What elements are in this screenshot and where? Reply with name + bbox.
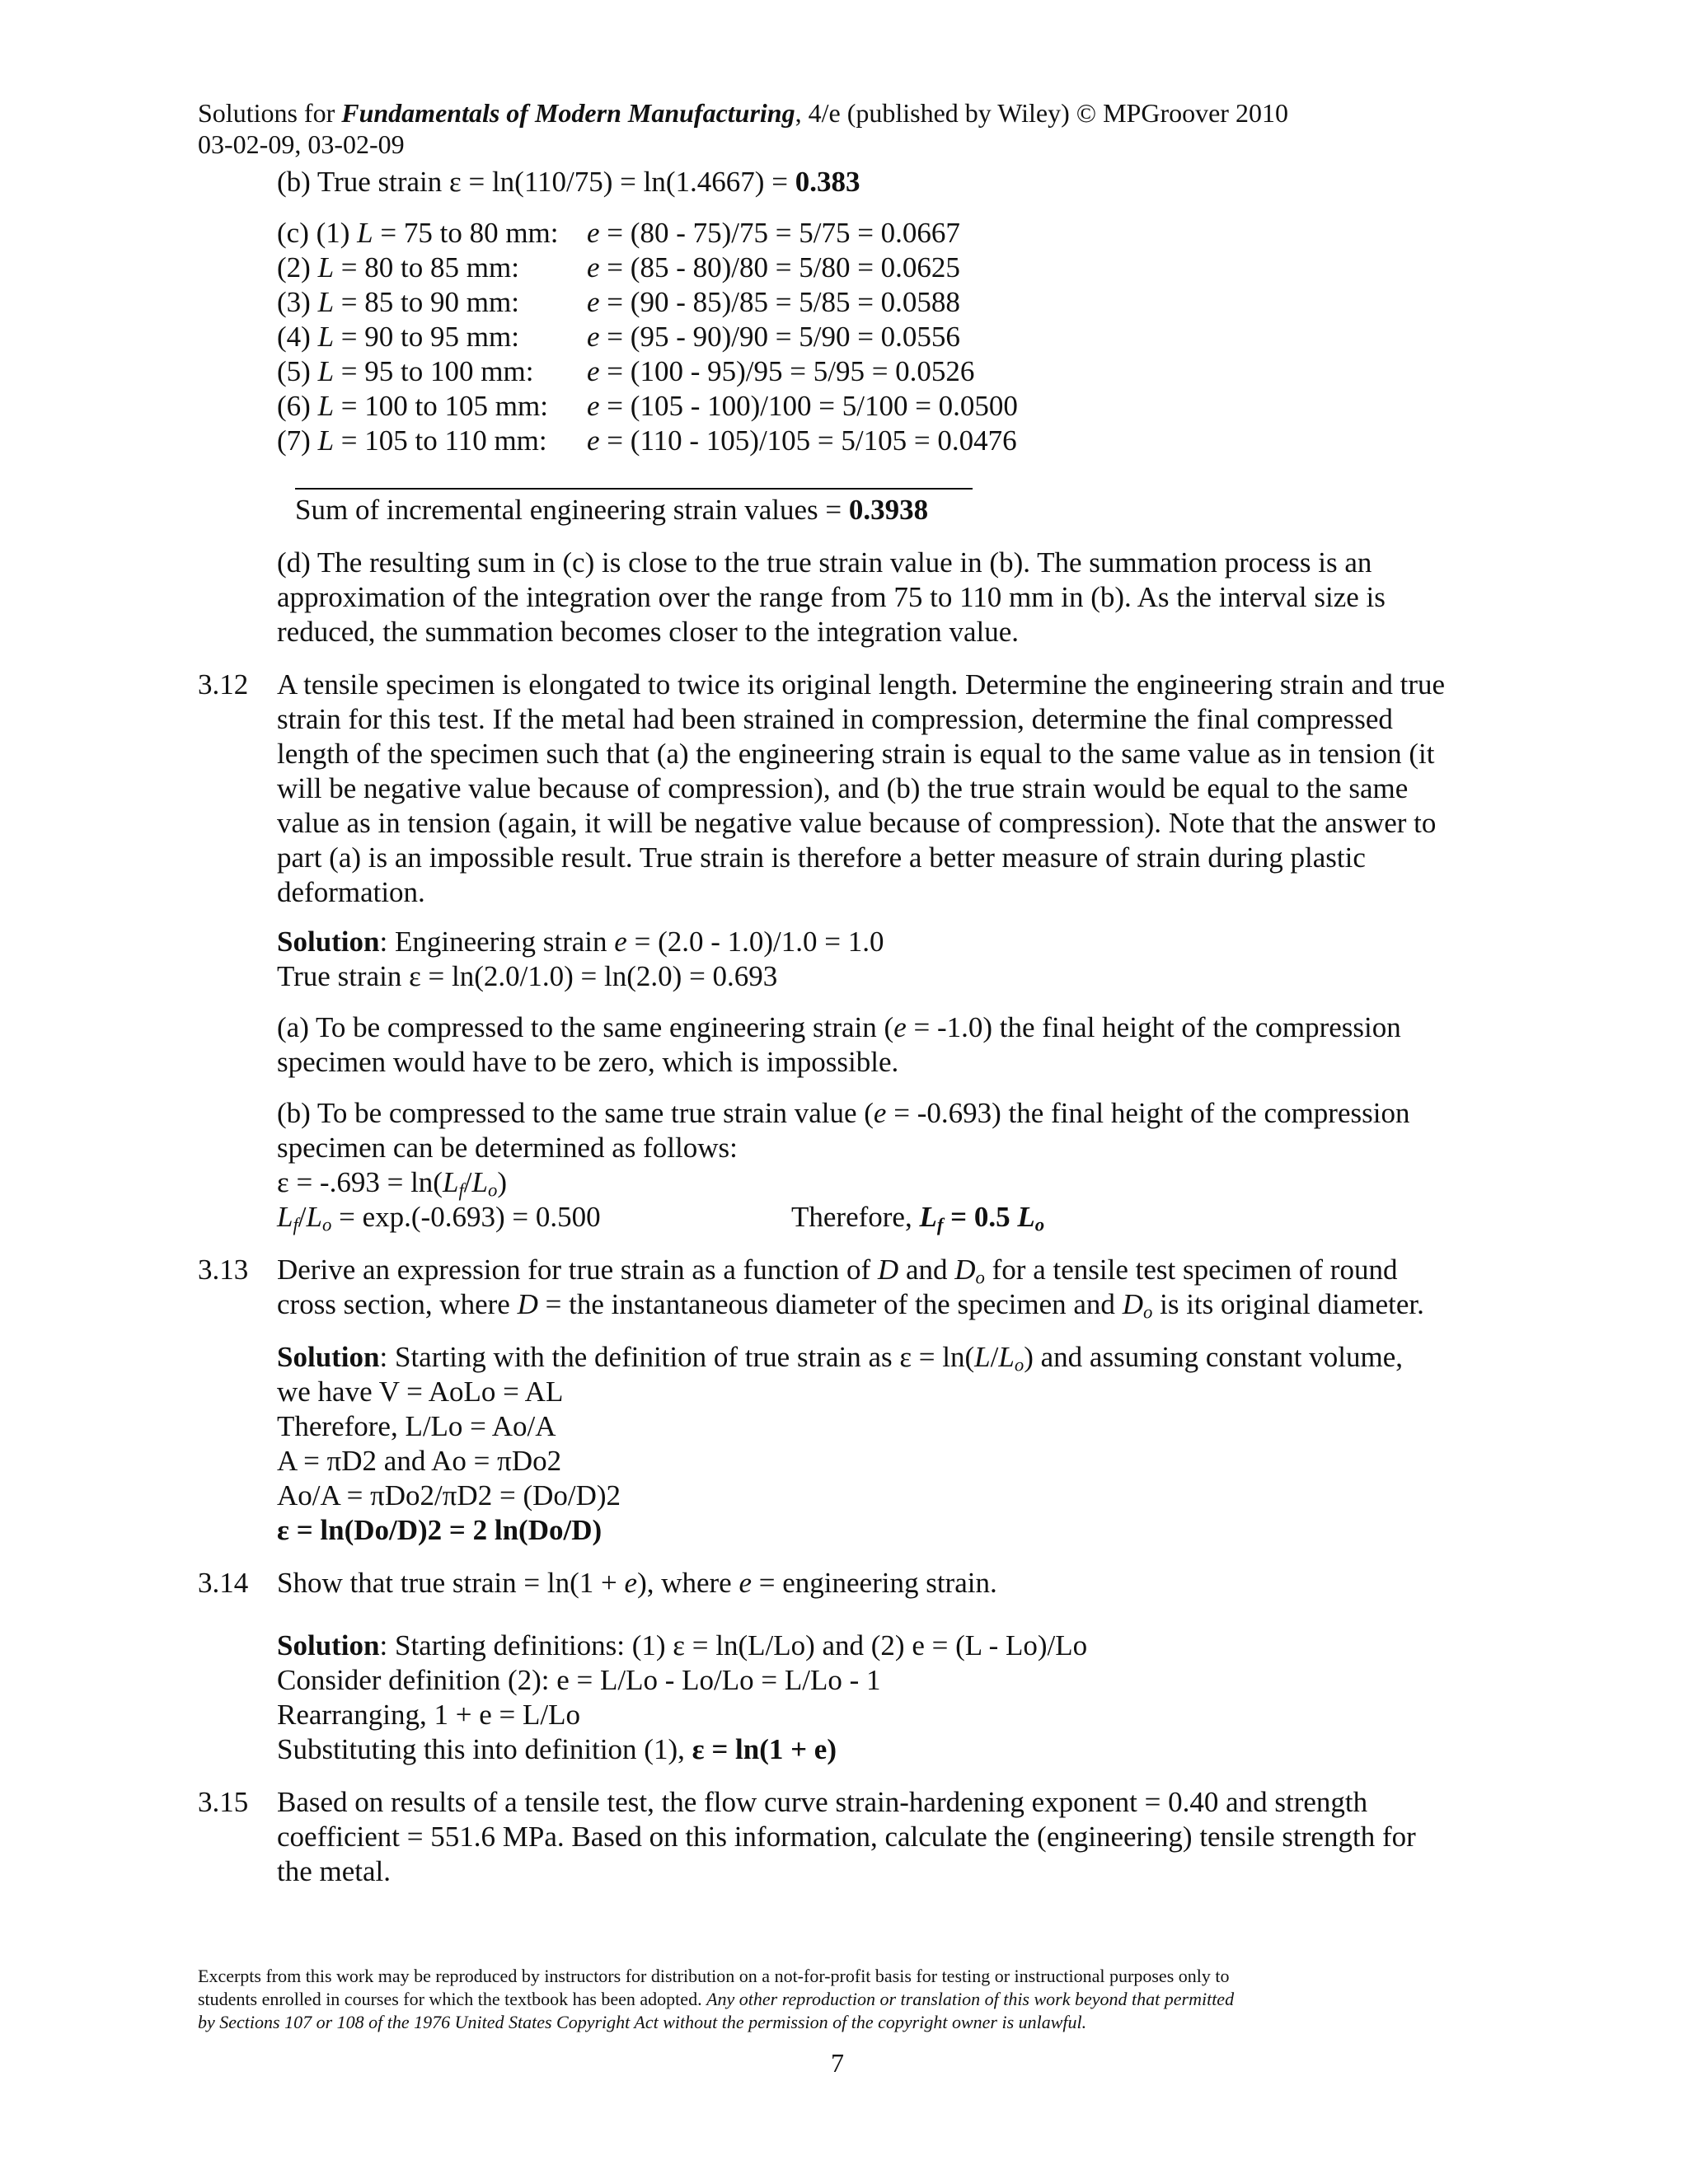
var-D: D bbox=[1122, 1288, 1143, 1320]
increment-e: e bbox=[587, 321, 600, 353]
increment-var: L bbox=[317, 355, 335, 387]
increment-var: L bbox=[317, 424, 335, 457]
increment-eq: = (105 - 100)/100 = 5/100 = 0.0500 bbox=[599, 390, 1018, 422]
sub-o: o bbox=[1034, 1214, 1045, 1235]
increment-label-a: (c) (1) bbox=[277, 217, 358, 249]
q312-line-6: part (a) is an impossible result. True strain is therefore a better measure of strain during plastic bbox=[277, 841, 1366, 874]
footer-line-2 bbox=[198, 1988, 1234, 2011]
sub-f: f bbox=[293, 1214, 298, 1235]
increment-label-a: (6) bbox=[277, 390, 318, 422]
increment-label bbox=[277, 424, 547, 458]
var-L: L bbox=[306, 1201, 322, 1233]
q312-line-2: strain for this test. If the metal had been strained in compression, determine the final compressed bbox=[277, 703, 1393, 735]
sub-o: o bbox=[487, 1179, 498, 1201]
s313-text: ) and assuming constant volume, bbox=[1024, 1341, 1404, 1373]
increment-var: L bbox=[357, 217, 373, 249]
solution-label: Solution bbox=[277, 1341, 380, 1373]
var-L: L bbox=[919, 1201, 937, 1233]
increment-label-b: = 85 to 90 mm: bbox=[334, 286, 519, 318]
s312-line-1 bbox=[277, 925, 884, 959]
q315-line-1: Based on results of a tensile test, the flow curve strain-hardening exponent = 0.40 and strength bbox=[277, 1786, 1368, 1818]
eq-text: Therefore, bbox=[791, 1201, 920, 1233]
problem-number-3-12: 3.12 bbox=[198, 668, 249, 701]
q313-text: for a tensile test specimen of round bbox=[984, 1254, 1398, 1286]
eq-text: = 0.5 bbox=[943, 1201, 1018, 1233]
s314-result: ε = ln(1 + e) bbox=[692, 1733, 837, 1765]
s312-b-line-2: specimen can be determined as follows: bbox=[277, 1132, 738, 1164]
sum-value: 0.3938 bbox=[848, 494, 929, 526]
s312-text: (a) To be compressed to the same engineering strain ( bbox=[277, 1011, 894, 1043]
page-number: 7 bbox=[831, 2048, 844, 2078]
s312-b-line-4 bbox=[277, 1200, 601, 1235]
increment-label bbox=[277, 320, 519, 354]
q312-line-1: A tensile specimen is elongated to twice its original length. Determine the engineering strain and true bbox=[277, 668, 1446, 701]
var-D: D bbox=[954, 1254, 976, 1286]
solution-label: Solution bbox=[277, 926, 380, 958]
s312-text: : Engineering strain bbox=[379, 926, 615, 958]
var-L: L bbox=[471, 1166, 488, 1198]
increment-equation bbox=[587, 320, 960, 354]
var-L: L bbox=[1017, 1201, 1035, 1233]
s312-a-line-1 bbox=[277, 1010, 1401, 1045]
q313-text: = the instantaneous diameter of the specimen and bbox=[537, 1288, 1123, 1320]
book-title: Fundamentals of Modern Manufacturing bbox=[341, 98, 795, 128]
increment-eq: = (90 - 85)/85 = 5/85 = 0.0588 bbox=[599, 286, 960, 318]
increment-label bbox=[277, 251, 519, 285]
increment-e: e bbox=[587, 286, 600, 318]
s312-text: = (2.0 - 1.0)/1.0 = 1.0 bbox=[626, 926, 884, 958]
footer-line-1: Excerpts from this work may be reproduced by instructors for distribution on a not-for-profit basis for testing or instructional purposes only to bbox=[198, 1966, 1230, 1986]
increment-label-b: = 105 to 110 mm: bbox=[334, 424, 547, 457]
sub-f: f bbox=[458, 1179, 464, 1201]
s314-text: : Starting definitions: (1) ε = ln(L/Lo) and (2) e = (L - Lo)/Lo bbox=[379, 1629, 1088, 1661]
footer-text: students enrolled in courses for which the textbook has been adopted. bbox=[198, 1989, 707, 2009]
header-line-1 bbox=[198, 97, 1288, 129]
s313-text: : Starting with the definition of true strain as ε = ln( bbox=[379, 1341, 975, 1373]
s313-line-6-result: ε = ln(Do/D)2 = 2 ln(Do/D) bbox=[277, 1514, 603, 1546]
s314-line-4 bbox=[277, 1732, 837, 1767]
increment-label bbox=[277, 354, 533, 389]
s314-line-1 bbox=[277, 1629, 1087, 1663]
part-d-line-1: (d) The resulting sum in (c) is close to the true strain value in (b). The summation process is an bbox=[277, 546, 1372, 579]
increment-var: L bbox=[317, 286, 335, 318]
var-e: e bbox=[614, 926, 627, 958]
increment-e: e bbox=[587, 251, 600, 284]
increment-label-b: = 80 to 85 mm: bbox=[334, 251, 519, 284]
footer-line-3: by Sections 107 or 108 of the 1976 United States Copyright Act without the permission of the copyright owner is unlawful. bbox=[198, 2012, 1087, 2032]
q314-text: ), where bbox=[637, 1567, 739, 1599]
s313-line-5: Ao/A = πDo2/πD2 = (Do/D)2 bbox=[277, 1479, 621, 1511]
var-L: L bbox=[277, 1201, 293, 1233]
increment-label bbox=[277, 285, 519, 320]
increment-label-a: (7) bbox=[277, 424, 318, 457]
problem-number-3-13: 3.13 bbox=[198, 1254, 249, 1286]
increment-label-b: = 75 to 80 mm: bbox=[373, 217, 559, 249]
footer-text-italic: Any other reproduction or translation of this work beyond that permitted bbox=[706, 1989, 1235, 2009]
problem-number-3-14: 3.14 bbox=[198, 1567, 249, 1599]
increment-equation bbox=[587, 251, 960, 285]
s313-line-1 bbox=[277, 1340, 1403, 1375]
q315-line-2: coefficient = 551.6 MPa. Based on this information, calculate the (engineering) tensile strength for bbox=[277, 1821, 1416, 1853]
q314-text: = engineering strain. bbox=[752, 1567, 997, 1599]
q312-line-7: deformation. bbox=[277, 876, 425, 908]
increment-eq: = (95 - 90)/90 = 5/90 = 0.0556 bbox=[599, 321, 960, 353]
var-e: e bbox=[873, 1097, 887, 1129]
increment-equation bbox=[587, 216, 960, 251]
increment-label-a: (4) bbox=[277, 321, 318, 353]
sub-o: o bbox=[1142, 1301, 1153, 1323]
increment-var: L bbox=[317, 321, 335, 353]
s312-text: = -1.0) the final height of the compression bbox=[906, 1011, 1401, 1043]
increment-equation bbox=[587, 424, 1017, 458]
s312-result bbox=[791, 1200, 1044, 1235]
q313-text: cross section, where bbox=[277, 1288, 518, 1320]
increment-equation bbox=[587, 389, 1018, 424]
q312-line-3: length of the specimen such that (a) the engineering strain is equal to the same value as in tension (it bbox=[277, 738, 1435, 770]
eq-text: / bbox=[463, 1166, 472, 1198]
increment-eq: = (85 - 80)/80 = 5/80 = 0.0625 bbox=[599, 251, 960, 284]
increment-label bbox=[277, 389, 548, 424]
var-e: e bbox=[738, 1567, 753, 1599]
s313-text: / bbox=[990, 1341, 999, 1373]
part-d-line-2: approximation of the integration over the range from 75 to 110 mm in (b). As the interval size is bbox=[277, 581, 1386, 613]
increment-e: e bbox=[587, 217, 600, 249]
increment-label-a: (5) bbox=[277, 355, 318, 387]
header-line-2: 03-02-09, 03-02-09 bbox=[198, 129, 405, 159]
problem-number-3-15: 3.15 bbox=[198, 1786, 249, 1818]
s313-line-4: A = πD2 and Ao = πDo2 bbox=[277, 1445, 562, 1477]
q314-line-1 bbox=[277, 1566, 997, 1601]
solution-label: Solution bbox=[277, 1629, 380, 1661]
increment-var: L bbox=[317, 251, 335, 284]
s313-line-2: we have V = AoLo = AL bbox=[277, 1376, 564, 1408]
increment-equation bbox=[587, 354, 974, 389]
s314-text: Substituting this into definition (1), bbox=[277, 1733, 692, 1765]
increment-e: e bbox=[587, 355, 600, 387]
q313-text: Derive an expression for true strain as a function of bbox=[277, 1254, 878, 1286]
var-e: e bbox=[624, 1567, 638, 1599]
s312-b-line-3 bbox=[277, 1165, 507, 1200]
increment-label-b: = 100 to 105 mm: bbox=[334, 390, 548, 422]
q312-line-4: will be negative value because of compression), and (b) the true strain would be equal to the same bbox=[277, 772, 1409, 804]
var-L: L bbox=[974, 1341, 991, 1373]
var-L: L bbox=[442, 1166, 459, 1198]
part-b-true-strain bbox=[277, 165, 860, 199]
q312-line-5: value as in tension (again, it will be negative value because of compression). Note that the answer to bbox=[277, 807, 1437, 839]
s312-b-line-1 bbox=[277, 1096, 1409, 1131]
increment-e: e bbox=[587, 424, 600, 457]
sub-f: f bbox=[936, 1214, 944, 1235]
part-d-line-3: reduced, the summation becomes closer to the integration value. bbox=[277, 616, 1019, 648]
increment-label-b: = 95 to 100 mm: bbox=[334, 355, 534, 387]
s312-text: (b) To be compressed to the same true strain value ( bbox=[277, 1097, 874, 1129]
s313-line-3: Therefore, L/Lo = Ao/A bbox=[277, 1410, 556, 1442]
header-suffix: , 4/e (published by Wiley) © MPGroover 2010 bbox=[795, 98, 1288, 128]
s312-line-2: True strain ε = ln(2.0/1.0) = ln(2.0) = 0.693 bbox=[277, 960, 778, 992]
eq-text: = exp.(-0.693) = 0.500 bbox=[331, 1201, 601, 1233]
eq-text: ) bbox=[497, 1166, 507, 1198]
q314-text: Show that true strain = ln(1 + bbox=[277, 1567, 625, 1599]
s314-line-2: Consider definition (2): e = L/Lo - Lo/Lo = L/Lo - 1 bbox=[277, 1664, 881, 1696]
var-e: e bbox=[893, 1011, 907, 1043]
sum-line bbox=[295, 493, 928, 527]
q313-line-1 bbox=[277, 1253, 1397, 1287]
s312-text: = -0.693) the final height of the compression bbox=[886, 1097, 1410, 1129]
increment-eq: = (80 - 75)/75 = 5/75 = 0.0667 bbox=[599, 217, 960, 249]
header-prefix: Solutions for bbox=[198, 98, 342, 128]
increment-equation bbox=[587, 285, 960, 320]
increment-label-b: = 90 to 95 mm: bbox=[334, 321, 519, 353]
eq-text: / bbox=[298, 1201, 307, 1233]
increment-eq: = (100 - 95)/95 = 5/95 = 0.0526 bbox=[599, 355, 975, 387]
q313-line-2 bbox=[277, 1287, 1424, 1322]
sub-o: o bbox=[975, 1267, 985, 1288]
increment-label bbox=[277, 216, 559, 251]
increment-label-a: (3) bbox=[277, 286, 318, 318]
s314-line-3: Rearranging, 1 + e = L/Lo bbox=[277, 1699, 580, 1731]
increment-e: e bbox=[587, 390, 600, 422]
eq-text: ε = -.693 = ln( bbox=[277, 1166, 443, 1198]
sum-divider bbox=[295, 488, 973, 490]
s312-a-line-2: specimen would have to be zero, which is impossible. bbox=[277, 1046, 899, 1078]
sum-text: Sum of incremental engineering strain values = bbox=[295, 494, 849, 526]
q315-line-3: the metal. bbox=[277, 1855, 392, 1887]
q313-text: and bbox=[898, 1254, 955, 1286]
var-D: D bbox=[517, 1288, 538, 1320]
sub-o: o bbox=[322, 1214, 332, 1235]
q313-text: is its original diameter. bbox=[1152, 1288, 1424, 1320]
part-b-result: 0.383 bbox=[795, 166, 860, 198]
increment-eq: = (110 - 105)/105 = 5/105 = 0.0476 bbox=[599, 424, 1017, 457]
sub-o: o bbox=[1014, 1354, 1025, 1376]
var-D: D bbox=[877, 1254, 899, 1286]
increment-label-a: (2) bbox=[277, 251, 318, 284]
increment-var: L bbox=[317, 390, 335, 422]
var-L: L bbox=[998, 1341, 1015, 1373]
part-b-text: (b) True strain ε = ln(110/75) = ln(1.4667) = bbox=[277, 166, 795, 198]
